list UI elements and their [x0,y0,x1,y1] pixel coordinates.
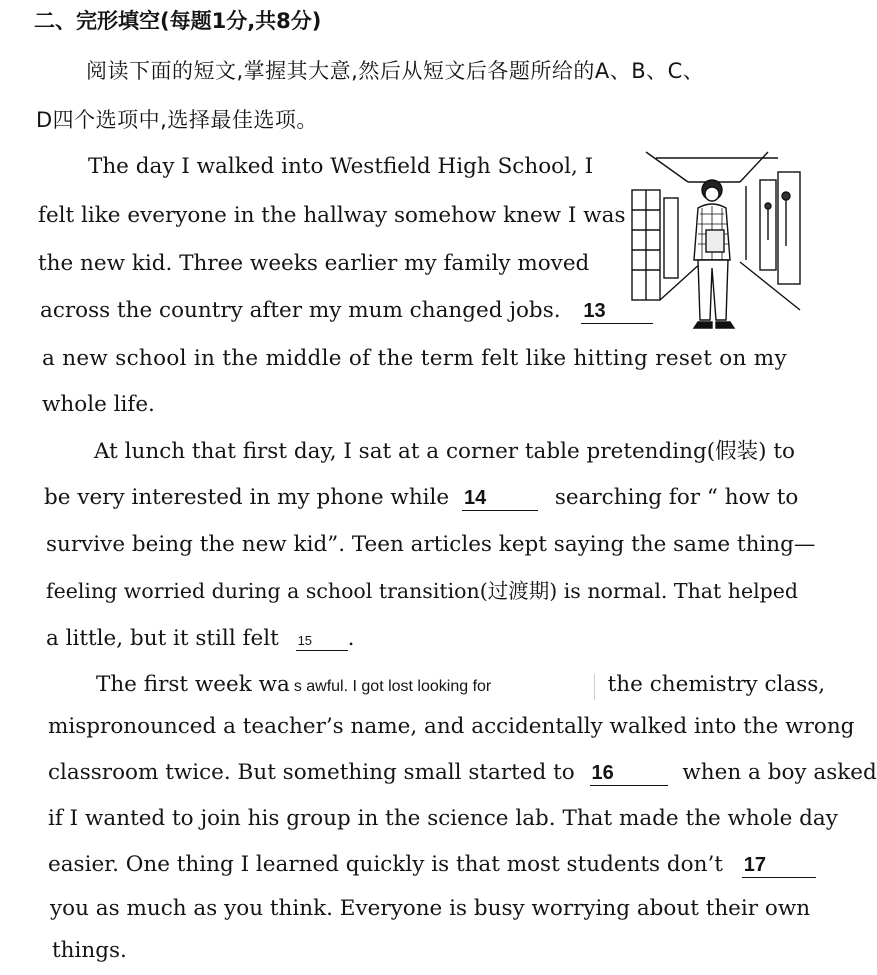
blank-14[interactable]: 14 [462,486,538,511]
pasted-text-overlay: s awful. I got lost looking for [290,674,595,700]
period: . [347,626,355,651]
passage-line [44,483,798,513]
instructions-line-2: D四个选项中,选择最佳选项。 [36,108,318,132]
passage-line [46,624,354,654]
passage-text: across the country after my mum changed jobs. [40,298,561,323]
passage-text: when a boy asked [682,760,877,785]
passage-text: a little, but it still felt [46,626,279,651]
blank-15[interactable]: 15 [296,632,348,651]
passage-line: feeling worried during a school transition(过渡期) is normal. That helped [46,579,799,603]
passage-text: The first week wa [96,672,290,697]
passage-line [96,670,825,700]
passage-line: things. [52,938,127,963]
passage-line: the new kid. Three weeks earlier my family moved [38,251,590,276]
section-heading: 二、完形填空(每题1分,共8分) [34,9,322,33]
passage-text: easier. One thing I learned quickly is that most students don’t [48,852,723,877]
passage-text: classroom twice. But something small started to [48,760,575,785]
passage-text: searching for “ how to [554,485,799,510]
passage-line: if I wanted to join his group in the science lab. That made the whole day [48,806,838,831]
passage-line: a new school in the middle of the term felt like hitting reset on my [42,346,787,371]
passage-text: be very interested in my phone while [44,485,450,510]
passage-line: At lunch that first day, I sat at a corner table pretending(假装) to [94,439,795,464]
passage-line [40,296,653,326]
passage-line: The day I walked into Westfield High School, I [88,154,594,179]
instructions-line-1: 阅读下面的短文,掌握其大意,然后从短文后各题所给的A、B、C、 [86,59,705,83]
blank-13[interactable]: 13 [581,299,653,324]
passage-line: felt like everyone in the hallway somehow knew I was [38,203,626,228]
hallway-illustration [628,150,806,340]
passage-line: you as much as you think. Everyone is busy worrying about their own [50,896,811,921]
blank-17[interactable]: 17 [742,853,816,878]
passage-text: the chemistry class, [607,672,826,697]
passage-line [48,758,877,788]
passage-line: mispronounced a teacher’s name, and accidentally walked into the wrong [48,714,855,739]
passage-line: survive being the new kid”. Teen articles kept saying the same thing— [46,532,816,557]
passage-line [48,850,816,880]
passage-line: whole life. [42,392,155,417]
blank-16[interactable]: 16 [590,761,668,786]
